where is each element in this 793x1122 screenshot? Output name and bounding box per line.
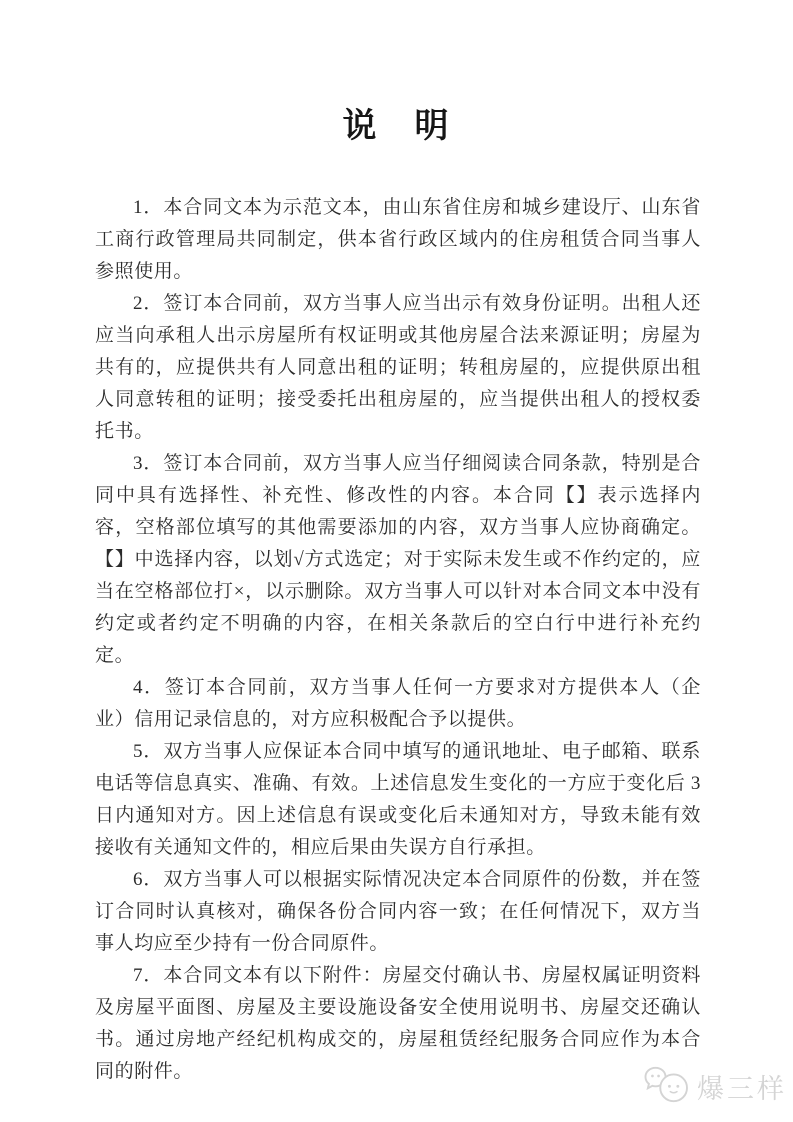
speech-bubbles-icon	[642, 1063, 690, 1110]
notice-paragraph: 2．签订本合同前，双方当事人应当出示有效身份证明。出租人还应当向承租人出示房屋所有权证明或其他房屋合法来源证明；房屋为共有的，应提供共有人同意出租的证明；转租房屋的，应提供原出租人同意转租的证明；接受委托出租房屋的，应当提供出租人的授权委托书。	[95, 293, 701, 442]
document-body	[95, 192, 701, 1088]
notice-paragraph: 6．双方当事人可以根据实际情况决定本合同原件的份数，并在签订合同时认真核对，确保各份合同内容一致；在任何情况下，双方当事人均应至少持有一份合同原件。	[95, 869, 701, 954]
notice-paragraph: 5．双方当事人应保证本合同中填写的通讯地址、电子邮箱、联系电话等信息真实、准确、有效。上述信息发生变化的一方应于变化后 3 日内通知对方。因上述信息有误或变化后未通知对方，导致未能有效接收有关通知文件的，相应后果由失误方自行承担。	[95, 741, 701, 858]
notice-paragraph: 3．签订本合同前，双方当事人应当仔细阅读合同条款，特别是合同中具有选择性、补充性、修改性的内容。本合同【】表示选择内容，空格部位填写的其他需要添加的内容，双方当事人应协商确定。【】中选择内容，以划√方式选定；对于实际未发生或不作约定的，应当在空格部位打×，以示删除。双方当事人可以针对本合同文本中没有约定或者约定不明确的内容，在相关条款后的空白行中进行补充约定。	[95, 453, 701, 666]
brand-watermark-label: 爆三样	[697, 1074, 787, 1104]
document-title: 说 明	[342, 107, 451, 145]
notice-paragraph: 1．本合同文本为示范文本，由山东省住房和城乡建设厅、山东省工商行政管理局共同制定，供本省行政区域内的住房租赁合同当事人参照使用。	[95, 197, 701, 282]
notice-paragraph: 4．签订本合同前，双方当事人任何一方要求对方提供本人（企业）信用记录信息的，对方应积极配合予以提供。	[95, 677, 701, 730]
notice-paragraph: 7．本合同文本有以下附件：房屋交付确认书、房屋权属证明资料及房屋平面图、房屋及主要设施设备安全使用说明书、房屋交还确认书。通过房地产经纪机构成交的，房屋租赁经纪服务合同应作为本合同的附件。	[95, 965, 701, 1082]
brand-watermark	[642, 1063, 787, 1110]
